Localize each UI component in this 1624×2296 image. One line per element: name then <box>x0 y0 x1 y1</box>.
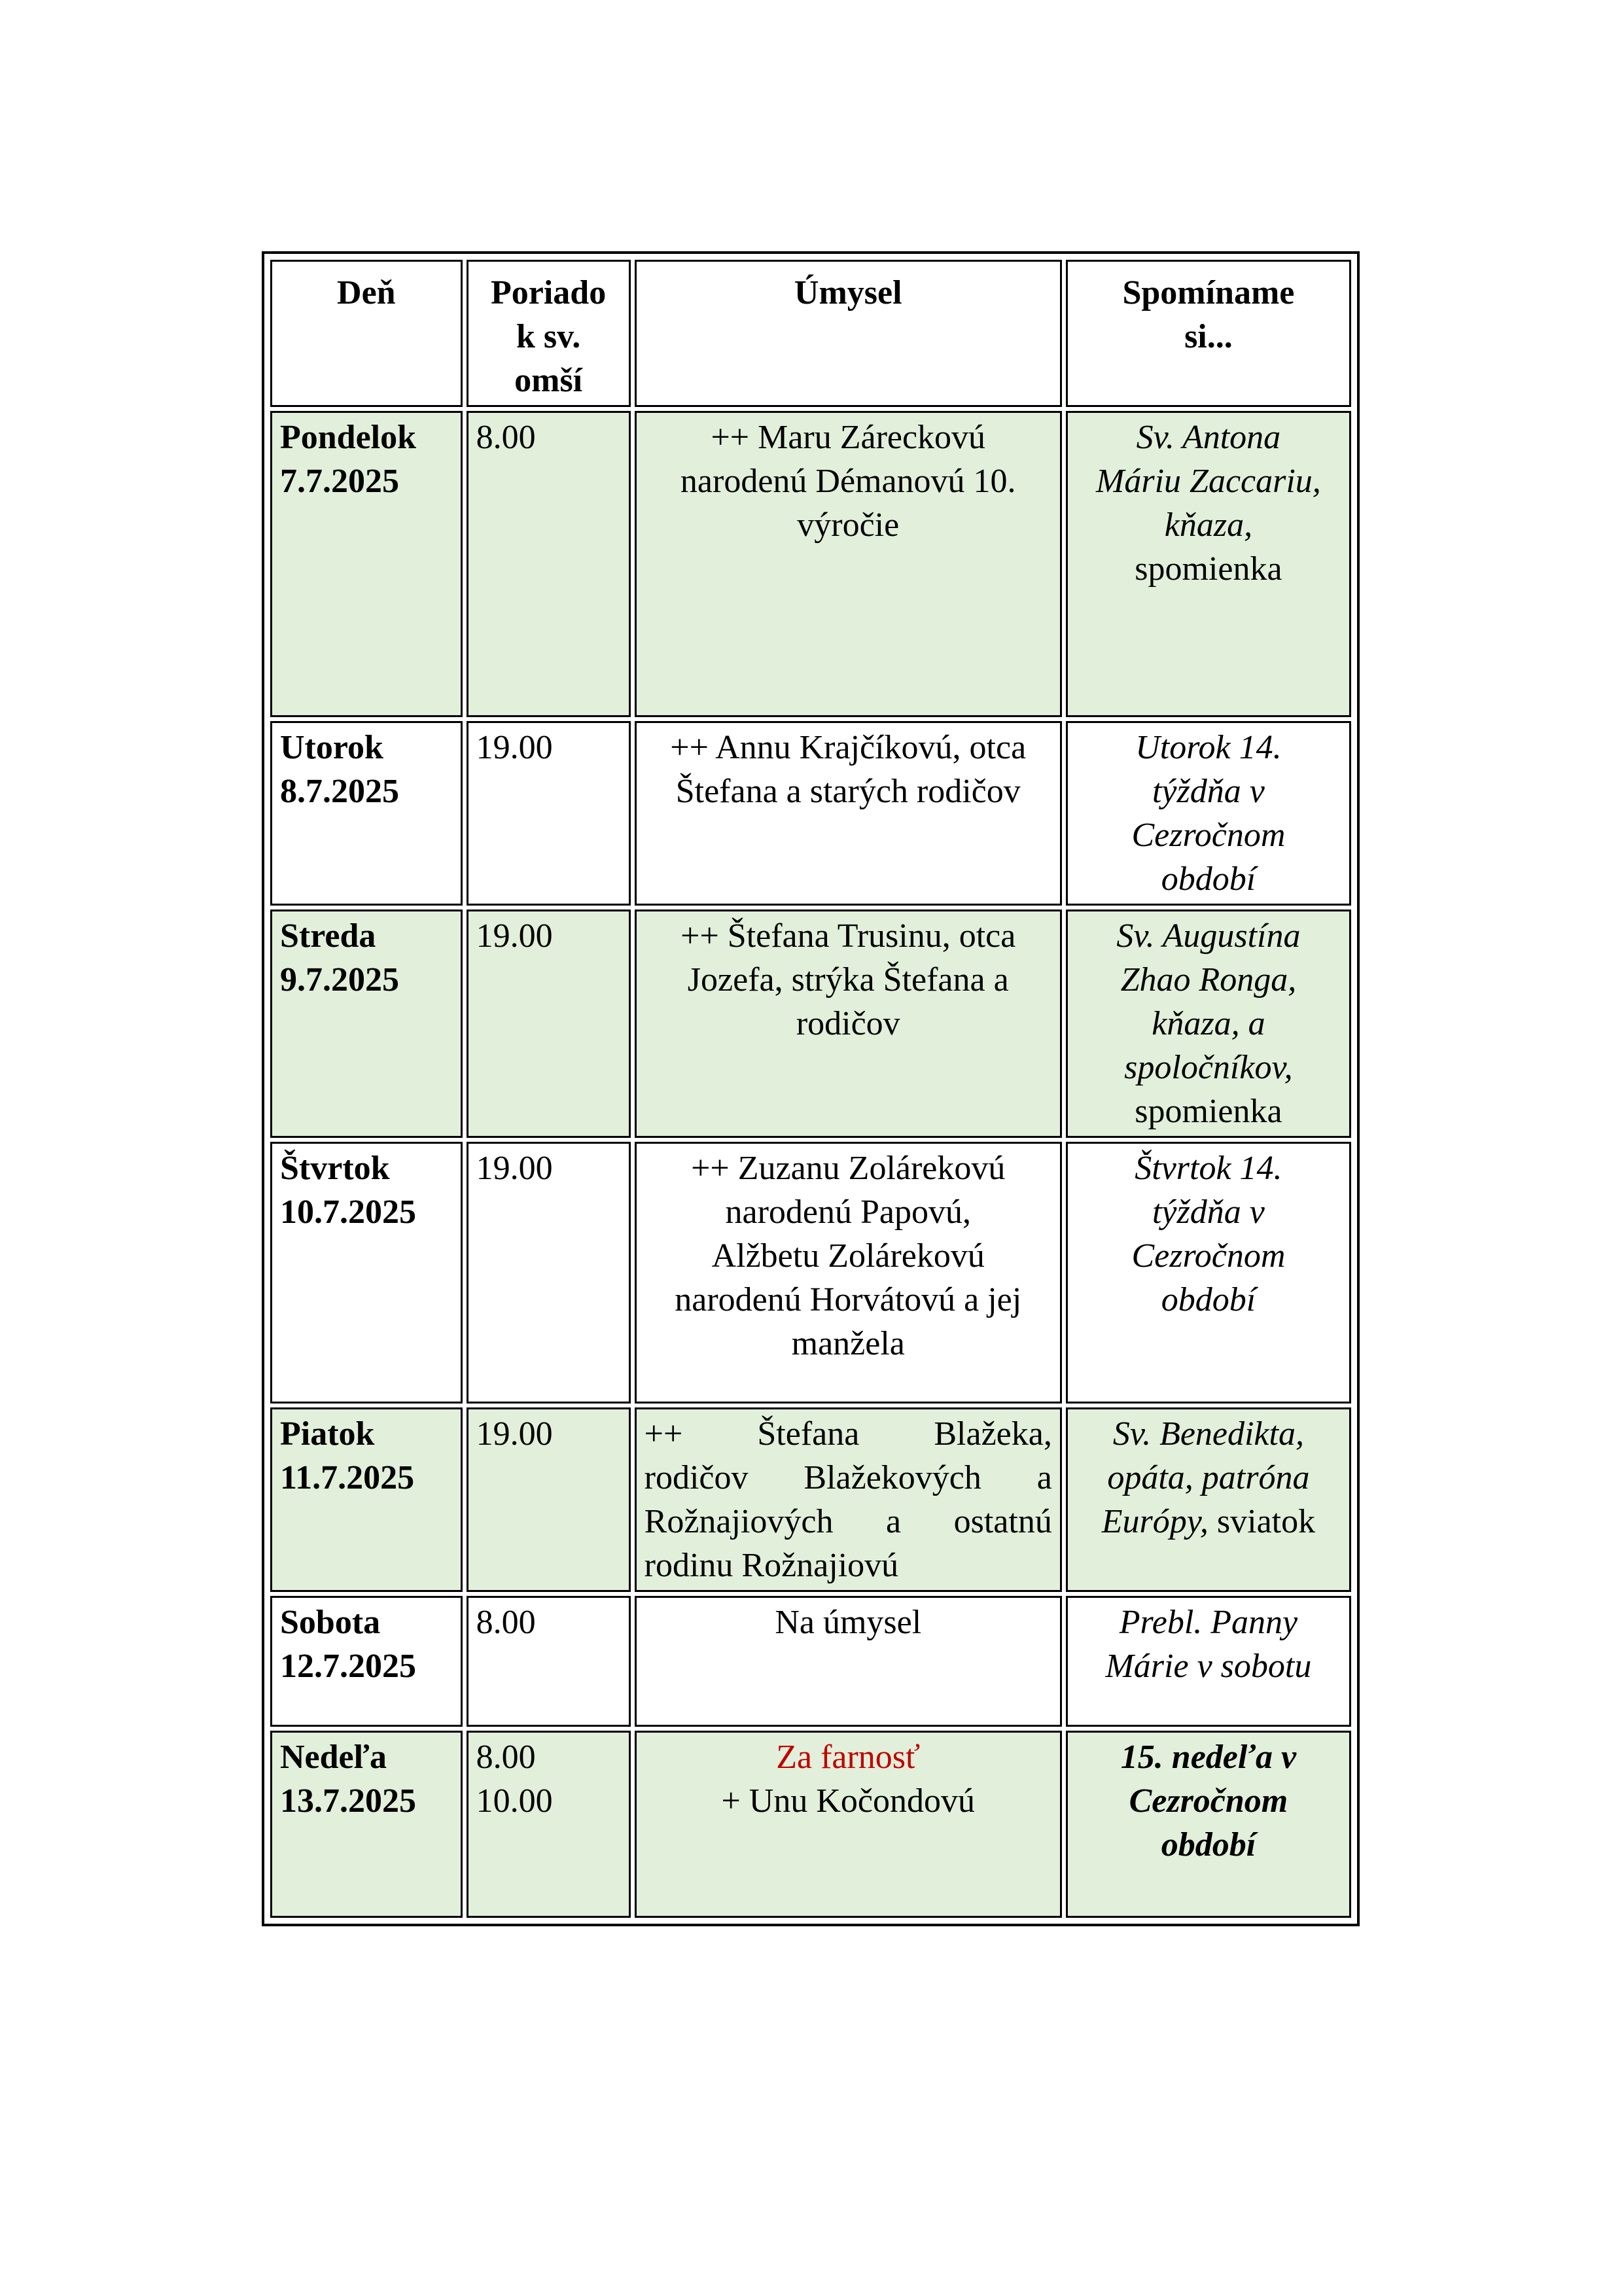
mass-time-cell <box>467 411 631 717</box>
header-day: Deň <box>270 260 463 407</box>
day-name: Piatok <box>280 1415 375 1453</box>
day-date: 11.7.2025 <box>280 1459 415 1496</box>
header-row <box>270 260 1351 407</box>
mass-time: 19.00 <box>476 729 553 766</box>
memorial-cell: Sv. Benedikta, opáta, patróna Európy, sviatok <box>1066 1407 1351 1592</box>
mass-schedule-table <box>266 256 1355 1922</box>
intention-cell: Za farnosť + Unu Kočondovú <box>635 1731 1062 1918</box>
memorial-cell: 15. nedeľa v Cezročnom období <box>1066 1731 1351 1918</box>
day-cell <box>270 1142 463 1404</box>
day-date: 12.7.2025 <box>280 1648 416 1685</box>
table-row-tuesday <box>270 721 1351 906</box>
mass-time: 8.00 <box>476 1604 536 1641</box>
memorial-cell: Sv. Augustína Zhao Ronga, kňaza, a spoločníkov, spomienka <box>1066 910 1351 1138</box>
mass-time-cell <box>467 721 631 906</box>
intention-cell: ++ Maru Záreckovú narodenú Démanovú 10. výročie <box>635 411 1062 717</box>
mass-time-cell <box>467 910 631 1138</box>
day-cell <box>270 1596 463 1727</box>
mass-time: 19.00 <box>476 1150 553 1187</box>
mass-time-cell <box>467 1407 631 1592</box>
mass-time: 8.00 <box>476 419 536 456</box>
mass-time-cell <box>467 1731 631 1918</box>
mass-time-cell <box>467 1596 631 1727</box>
table-row-sunday <box>270 1731 1351 1918</box>
table-row-wednesday <box>270 910 1351 1138</box>
table-row-saturday <box>270 1596 1351 1727</box>
table-row-monday <box>270 411 1351 717</box>
header-memorial: Spomíname si... <box>1066 260 1351 407</box>
intention-cell: ++ Zuzanu Zolárekovú narodenú Papovú, Alžbetu Zolárekovú narodenú Horvátovú a jej manžela <box>635 1142 1062 1404</box>
day-name: Nedeľa <box>280 1739 387 1776</box>
mass-time-cell <box>467 1142 631 1404</box>
day-date: 10.7.2025 <box>280 1193 416 1231</box>
memorial-cell: Sv. Antona Máriu Zaccariu, kňaza, spomienka <box>1066 411 1351 717</box>
memorial-cell: Prebl. Panny Márie v sobotu <box>1066 1596 1351 1727</box>
day-cell <box>270 411 463 717</box>
intention-cell: Na úmysel <box>635 1596 1062 1727</box>
mass-time: 10.00 <box>476 1782 553 1820</box>
day-date: 13.7.2025 <box>280 1782 416 1820</box>
intention-cell: ++ Štefana Blažeka, rodičov Blažekových a Rožnajiových a ostatnú rodinu Rožnajiovú <box>635 1407 1062 1592</box>
header-mass-order: Poriado k sv. omší <box>467 260 631 407</box>
day-name: Sobota <box>280 1604 381 1641</box>
table-row-friday <box>270 1407 1351 1592</box>
mass-time: 19.00 <box>476 917 553 955</box>
day-cell <box>270 721 463 906</box>
day-cell <box>270 1407 463 1592</box>
intention-cell: ++ Annu Krajčíkovú, otca Štefana a starých rodičov <box>635 721 1062 906</box>
day-name: Štvrtok <box>280 1150 390 1187</box>
day-cell <box>270 1731 463 1918</box>
memorial-cell: Utorok 14. týždňa v Cezročnom období <box>1066 721 1351 906</box>
mass-time: 19.00 <box>476 1415 553 1453</box>
day-cell <box>270 910 463 1138</box>
table-row-thursday <box>270 1142 1351 1404</box>
mass-schedule-frame <box>262 251 1360 1926</box>
day-date: 8.7.2025 <box>280 773 399 810</box>
day-date: 7.7.2025 <box>280 463 399 500</box>
day-name: Utorok <box>280 729 383 766</box>
intention-cell: ++ Štefana Trusinu, otca Jozefa, strýka Štefana a rodičov <box>635 910 1062 1138</box>
day-name: Pondelok <box>280 419 417 456</box>
day-name: Streda <box>280 917 376 955</box>
parish-intention: Za farnosť <box>776 1739 921 1776</box>
header-intention: Úmysel <box>635 260 1062 407</box>
day-date: 9.7.2025 <box>280 961 399 998</box>
mass-time: 8.00 <box>476 1739 536 1776</box>
memorial-cell: Štvrtok 14. týždňa v Cezročnom období <box>1066 1142 1351 1404</box>
